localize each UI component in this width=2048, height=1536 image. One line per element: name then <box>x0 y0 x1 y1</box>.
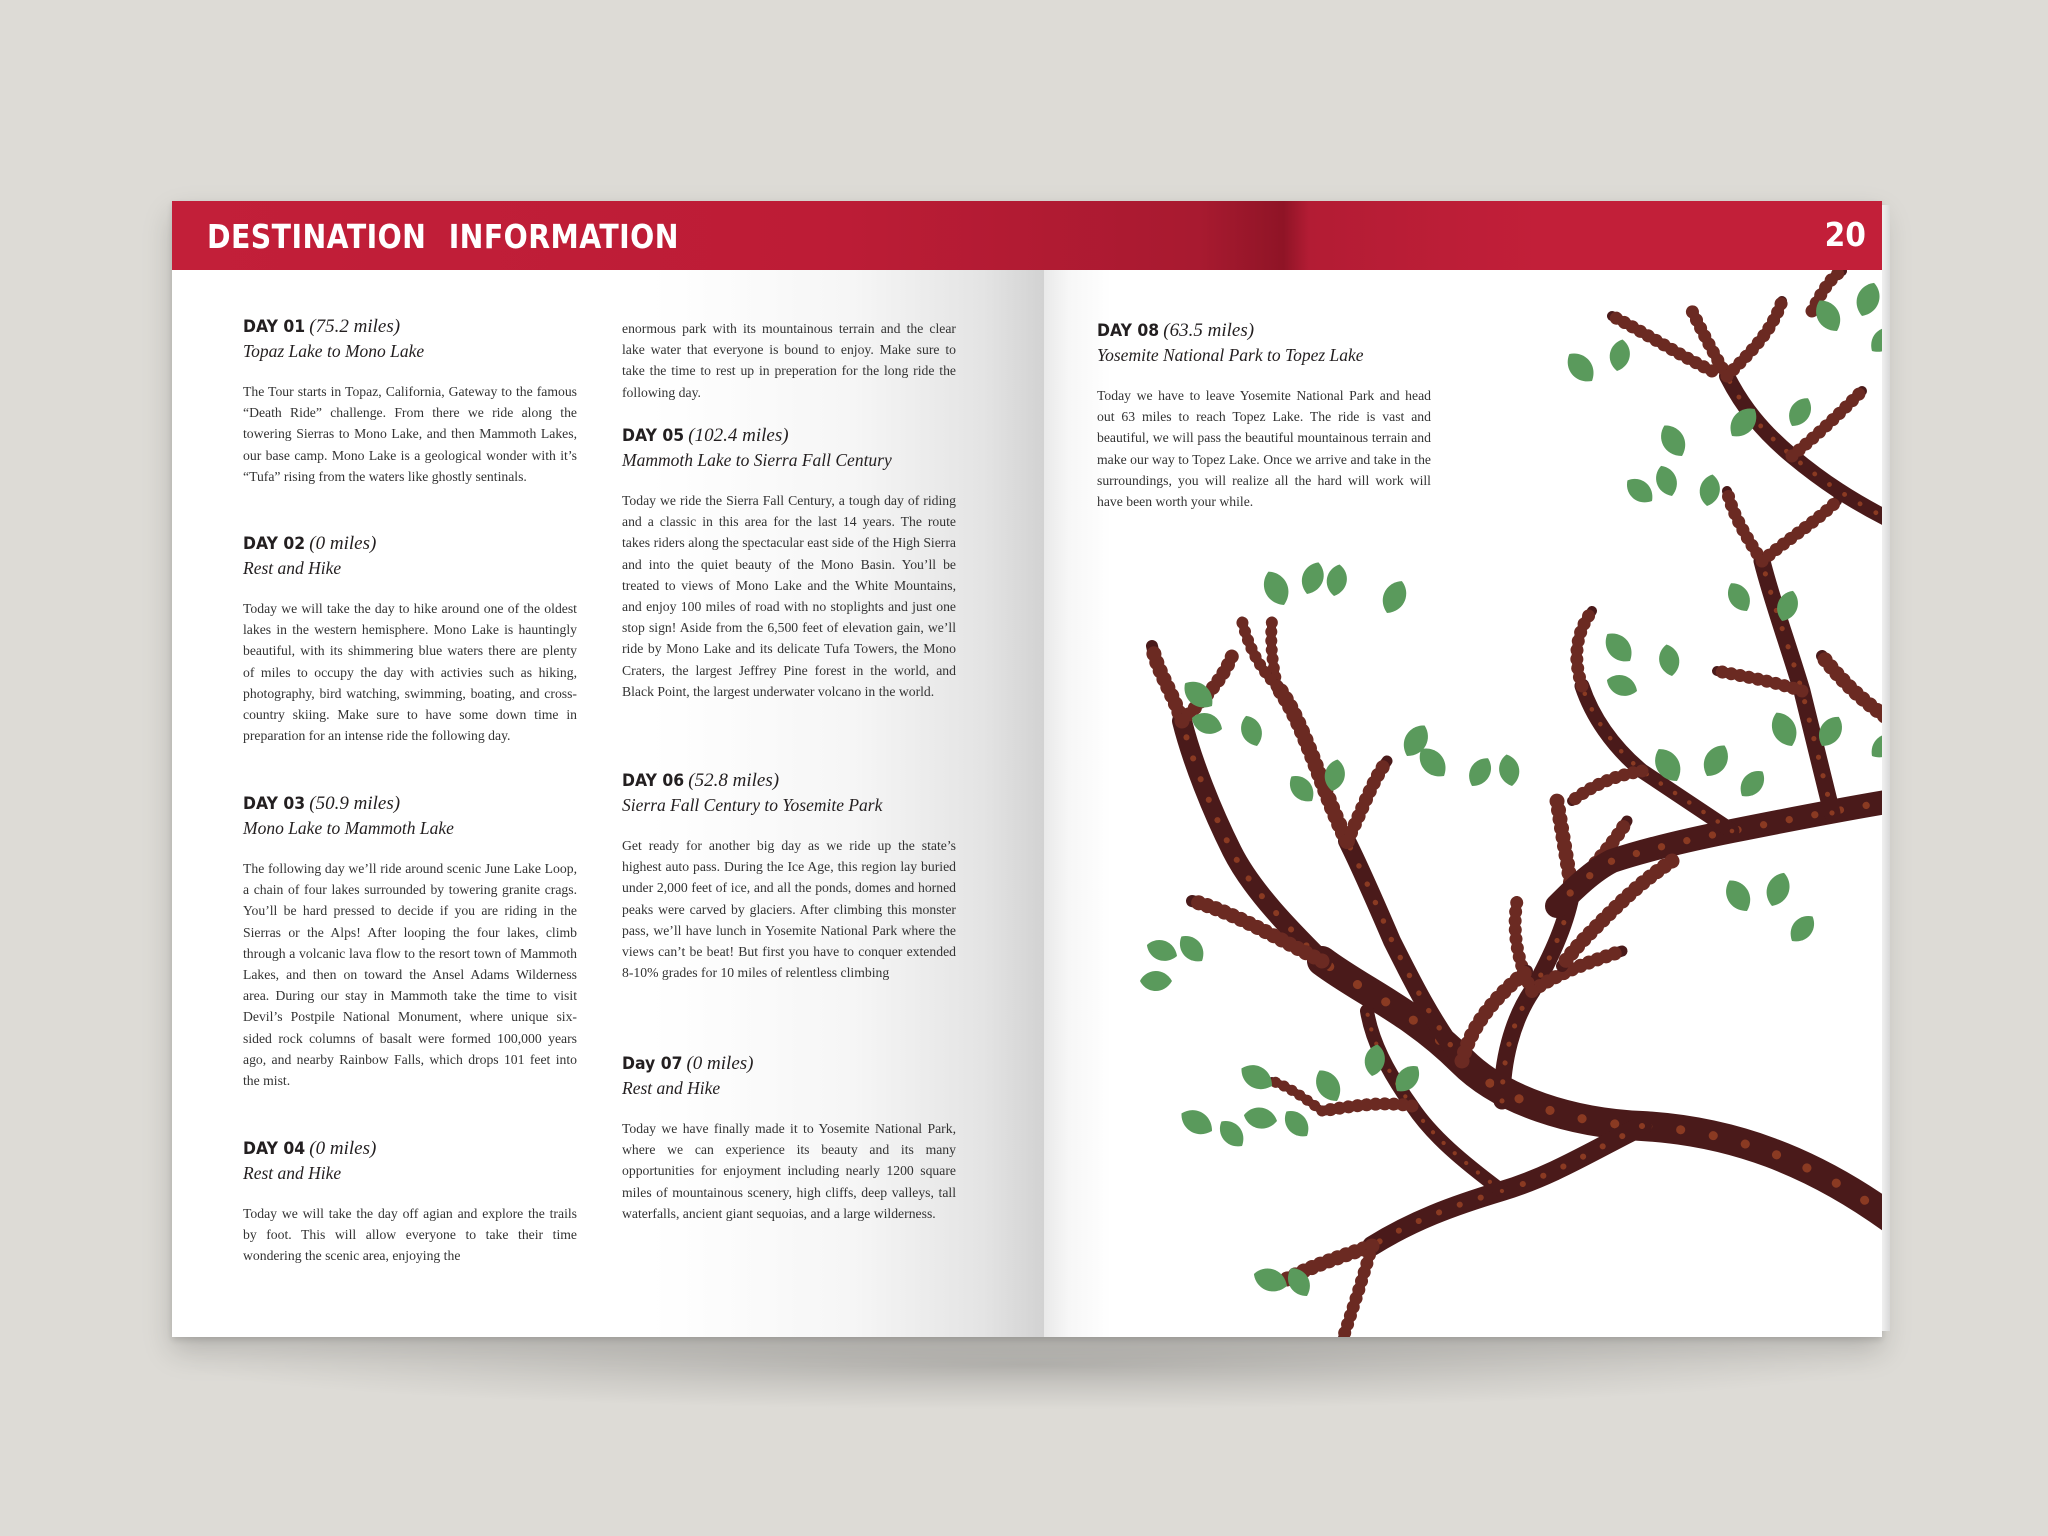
day-label: DAY 04 <box>243 1139 306 1159</box>
page-edge <box>1882 205 1890 1331</box>
day-miles: (0 miles) <box>309 533 377 554</box>
leaf-icon <box>1250 1264 1291 1297</box>
day-route: Rest and Hike <box>243 1163 342 1183</box>
leaf-icon <box>1377 576 1412 617</box>
day-label: DAY 06 <box>622 771 685 791</box>
day-label: DAY 02 <box>243 534 306 554</box>
leaf-icon <box>1561 347 1600 388</box>
chain-links <box>1727 301 1782 376</box>
day-description: Today we ride the Sierra Fall Century, a tough day of riding and a classic in this area for the last 14 years. The route takes riders along the spectacular east side of the High Sierra and into the quiet beauty of the Mono Basin. You’ll be treated to views of Mono Lake and the White Mountains, and enjoy 100 miles of road with no stoplights and just one stop sign! Aside from the 6,500 feet of elevation gain, we’ll ride by Mono Lake and its delicate Tufa Towers, the Mono Craters, the largest Jeffrey Pine forest in the world, and Black Point, the largest underwater volcano in the world. <box>622 493 956 699</box>
magazine-spread <box>172 201 1882 1337</box>
day-description: Today we have finally made it to Yosemite National Park, where we can experience its beauty and its many opportunities for enjoyment including nearly 1200 square miles of mountainous scenery, high cliffs, deep valleys, tall waterfalls, ancient giant sequoias, and a large wilderness. <box>622 1121 956 1221</box>
day-description: The following day we’ll ride around scenic June Lake Loop, a chain of four lakes surrounded by towering granite crags. You’ll be hard pressed to decide if you are riding in the Sierras or the Alps! After looping the four lakes, climb through a volcanic lava flow to the resort town of Mammoth Lakes, and then on toward the Ansel Adams Wilderness area. During our stay in Mammoth take the time to visit Devil’s Postpile National Monument, where unique six-sided rock columns of basalt were formed 100,000 years ago, and nearby Rainbow Falls, which drops 101 feet into the mist. <box>243 861 577 1089</box>
day-description: Today we have to leave Yosemite National Park and head out 63 miles to reach Topez Lake. The ride is vast and beautiful, we will pass the beautiful mountainous terrain and make our way to Topez Lake. Once we arrive and take in the surroundings, you will realize all the hard will work will have been worth your while. <box>1097 388 1431 510</box>
day-route: Mammoth Lake to Sierra Fall Century <box>622 450 892 470</box>
chain-links <box>1577 611 1592 686</box>
day-route: Topaz Lake to Mono Lake <box>243 341 425 361</box>
day-label: DAY 08 <box>1097 321 1160 341</box>
leaf-icon <box>1497 753 1522 788</box>
leaf-icon <box>1762 869 1795 910</box>
leaf-icon <box>1783 393 1816 431</box>
chain-links <box>1322 1104 1412 1111</box>
day-miles: (50.9 miles) <box>309 793 401 814</box>
leaf-icon <box>1657 643 1682 678</box>
day-description: The Tour starts in Topaz, California, Gateway to the famous “Death Ride” challenge. From there we ride along the towering Sierras to Mono Lake, and then Mammoth Lakes, our base camp. Mono Lake is a geological wonder with it’s “Tufa” rising from the waters like ghostly sentinals. <box>243 384 577 484</box>
bicycle-chain-tree-icon <box>172 201 1882 1337</box>
leaf-icon <box>1604 671 1641 701</box>
day-miles: (0 miles) <box>309 1138 377 1159</box>
day-route: Rest and Hike <box>243 558 342 578</box>
day-route: Rest and Hike <box>622 1078 721 1098</box>
leaf-icon <box>1697 740 1734 781</box>
chain-links <box>1572 771 1642 801</box>
chain-links <box>1347 761 1387 841</box>
leaf-icon <box>1599 627 1638 668</box>
leaf-icon <box>1279 1105 1315 1142</box>
page-number: 20 <box>1824 215 1866 254</box>
day-description: Get ready for another big day as we ride up the state’s highest auto pass. During the Ice Age, this region lay buried under 2,000 feet of ice, and all the ponds, domes and horned peaks were carved by glaciers. After climbing this monster pass, we’ll have lunch in Yosemite National Park where the views can’t be beat! But first you have to conquer extended 8-10% grades for 10 miles of relentless climbing <box>622 838 956 981</box>
leaf-icon <box>1242 1105 1279 1131</box>
leaf-icon <box>1720 875 1757 916</box>
chain-links <box>1152 646 1182 721</box>
leaf-icon <box>1866 728 1882 764</box>
leaf-icon <box>1852 279 1882 320</box>
day-miles: (75.2 miles) <box>309 316 401 337</box>
day-description: Today we will take the day off agian and explore the trails by foot. This will allow everyone to take their time wondering the scenic area, enjoying the <box>243 1206 577 1264</box>
leaf-icon <box>1258 567 1294 610</box>
leaf-icon <box>1324 563 1349 598</box>
day-label: DAY 03 <box>243 794 306 814</box>
leaf-icon <box>1297 559 1328 598</box>
chain-links <box>1272 1081 1322 1111</box>
day-route: Sierra Fall Century to Yosemite Park <box>622 795 883 815</box>
day-description: Today we will take the day to hike around one of the oldest lakes in the western hemisphere. Mono Lake is hauntingly beautiful, with its shimmering blue waters there are plenty of miles to occupy the day with activies such as hiking, photography, bird watching, swimming, boating, and cross-country skiing. Make sure to have some down time in preparation for an intense ride the following day. <box>243 601 577 744</box>
leaf-icon <box>1766 708 1802 751</box>
day-route: Yosemite National Park to Topez Lake <box>1097 345 1364 365</box>
chain-links <box>1822 656 1882 721</box>
leaf-icon <box>1214 1115 1250 1152</box>
day-description: enormous park with its mountainous terrain and the clear lake water that everyone is bound to enjoy. Make sure to take the time to rest up in preperation for the long ride the following day. <box>622 321 956 400</box>
leaf-icon <box>1722 578 1755 616</box>
leaf-icon <box>1621 473 1658 509</box>
leaf-icon <box>1652 463 1682 500</box>
leaf-icon <box>1237 713 1267 750</box>
day-miles: (102.4 miles) <box>688 425 789 446</box>
day-miles: (52.8 miles) <box>688 770 780 791</box>
leaf-icon <box>1865 321 1882 358</box>
leaf-icon <box>1176 1104 1217 1141</box>
leaf-icon <box>1697 473 1722 508</box>
leaf-icon <box>1784 910 1820 947</box>
day-label: DAY 01 <box>243 317 306 337</box>
tree-illustration <box>1140 271 1882 1337</box>
day-route: Mono Lake to Mammoth Lake <box>243 818 454 838</box>
chain-links <box>1727 491 1762 561</box>
leaf-icon <box>1140 971 1172 991</box>
leaf-icon <box>1655 420 1692 461</box>
chain-links <box>1762 501 1837 561</box>
leaf-icon <box>1734 765 1770 802</box>
day-label: Day 07 <box>622 1054 683 1074</box>
leaf-icon <box>1463 753 1496 791</box>
leaf-icon <box>1607 338 1632 373</box>
section-title: DESTINATION INFORMATION <box>207 217 679 256</box>
leaf-icon <box>1144 936 1181 966</box>
day-miles: (63.5 miles) <box>1163 320 1255 341</box>
day-miles: (0 miles) <box>686 1053 754 1074</box>
leaf-icon <box>1174 930 1210 967</box>
day-label: DAY 05 <box>622 426 685 446</box>
